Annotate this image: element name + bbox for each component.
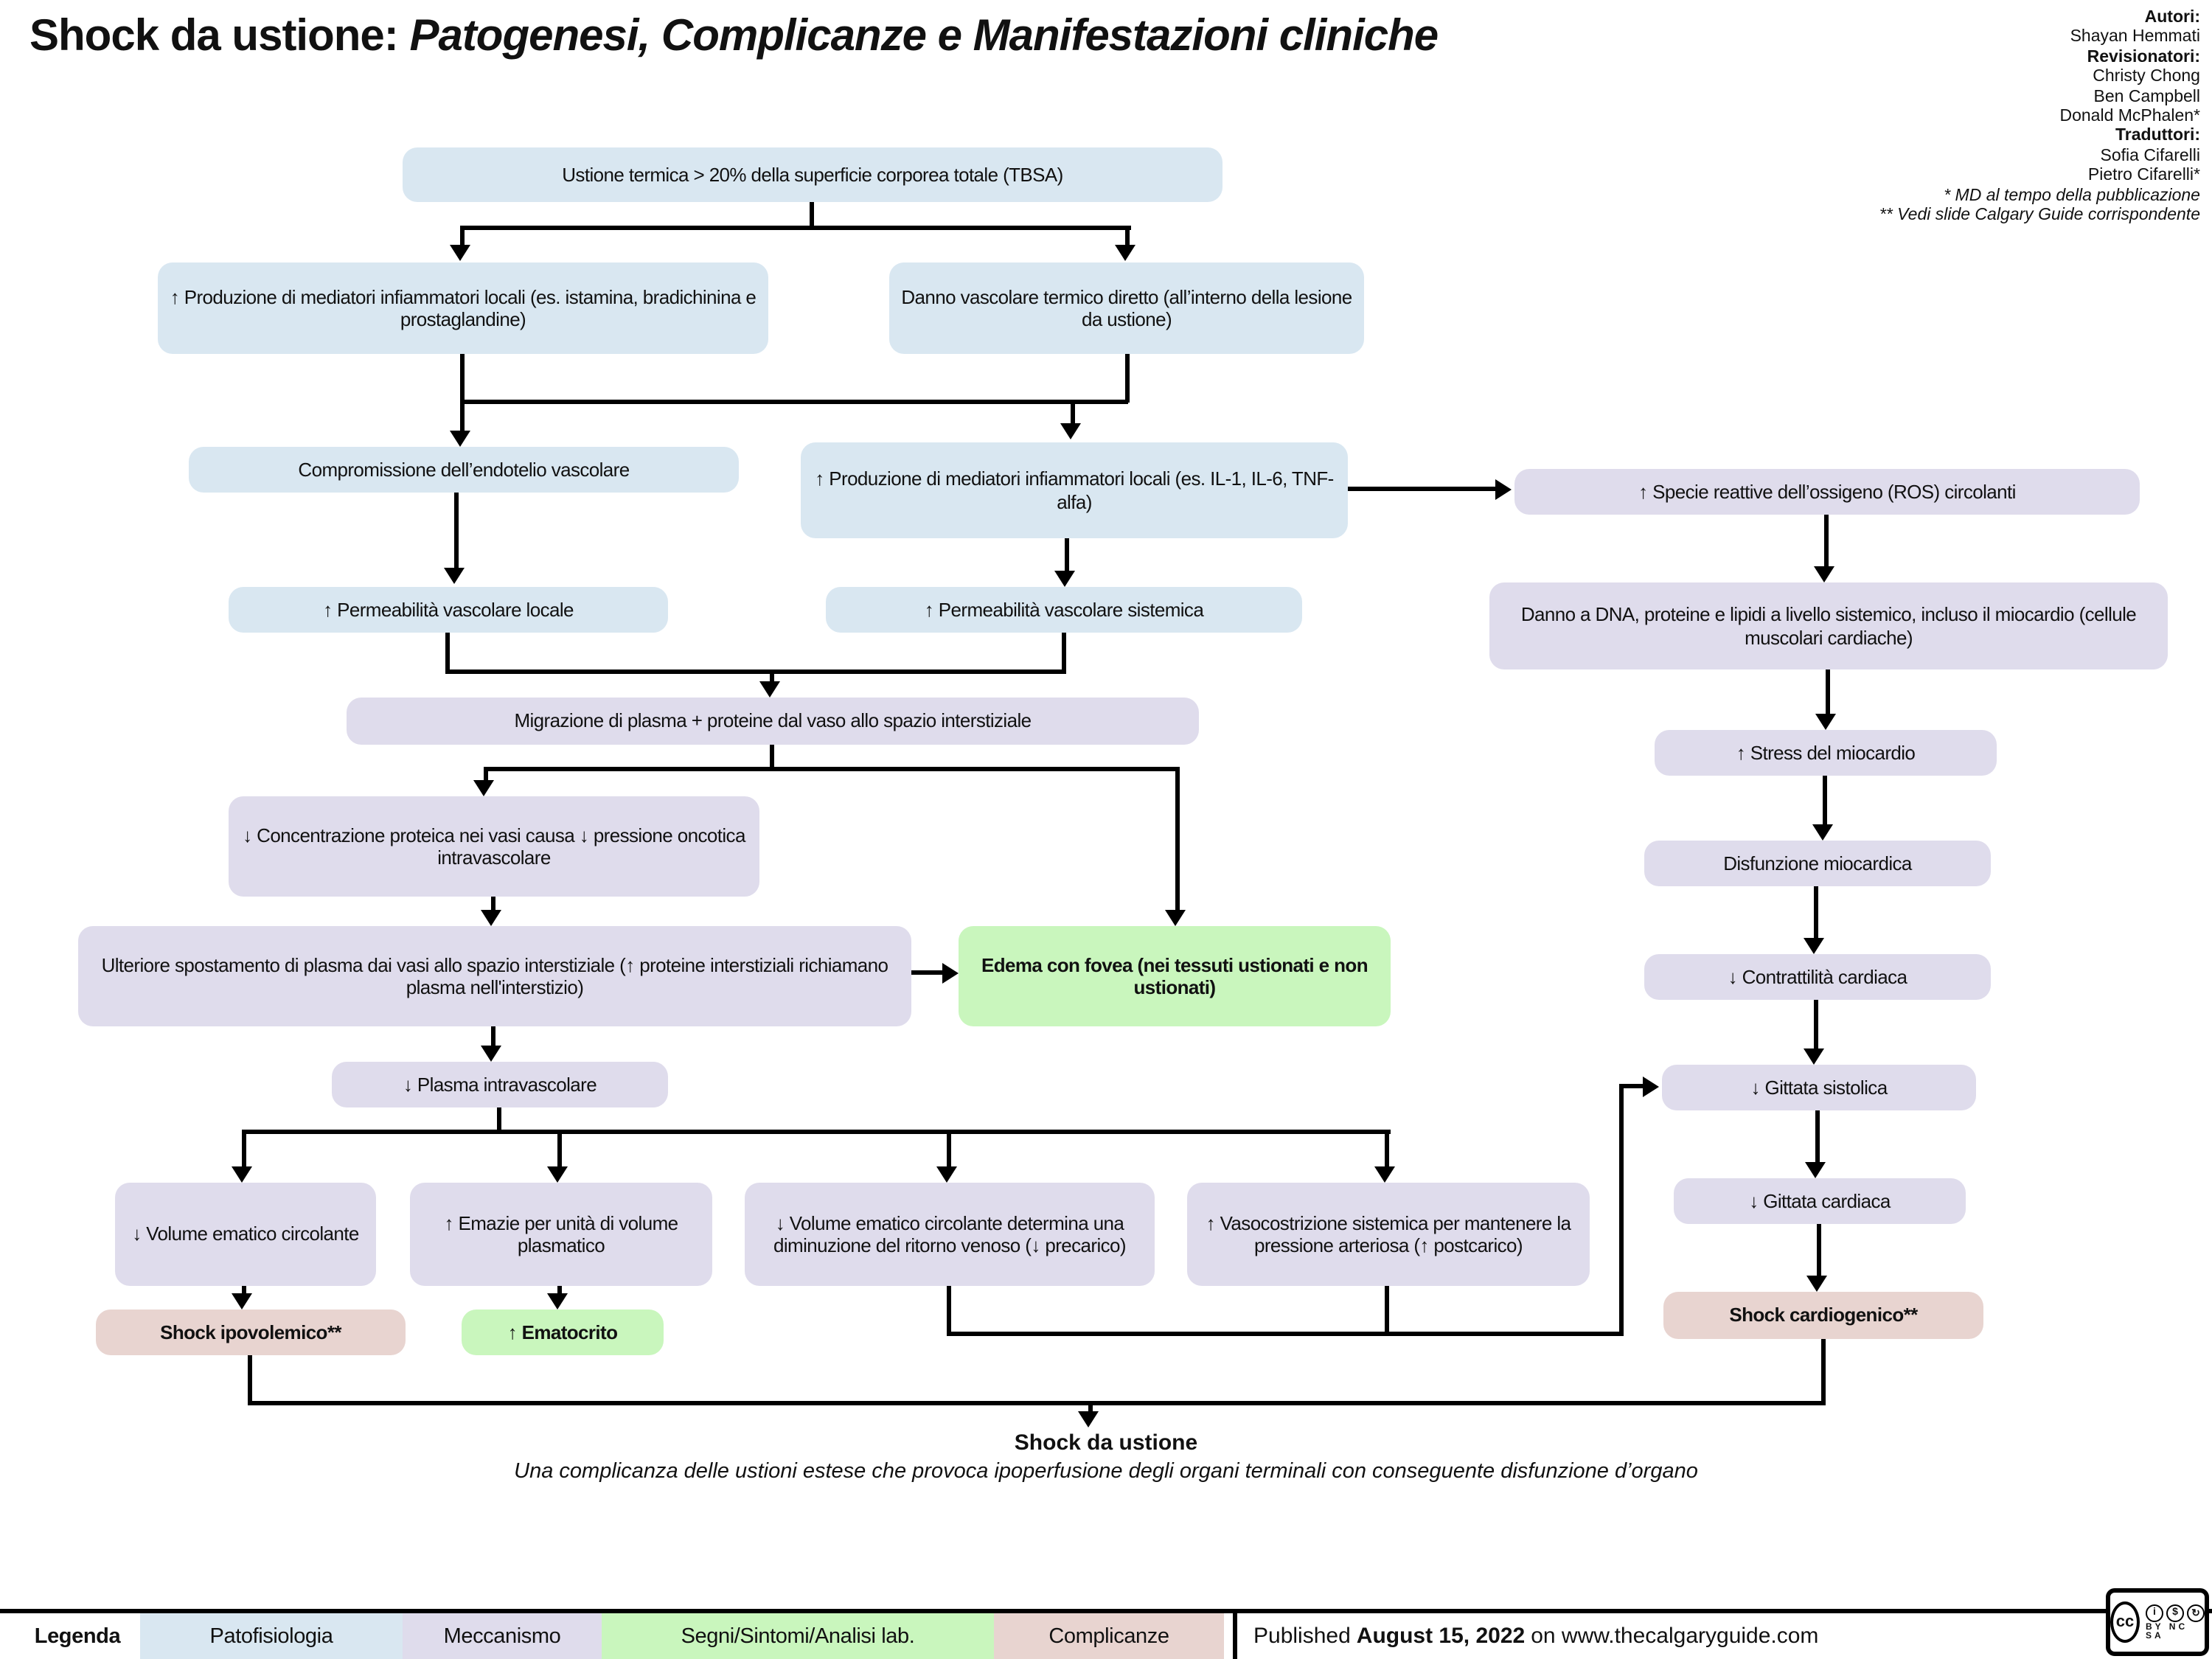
credits-authors-label: Autori:	[2144, 9, 2200, 27]
node-intravascular-plasma: ↓ Plasma intravascolare	[332, 1062, 668, 1107]
published-site: on www.thecalgaryguide.com	[1531, 1624, 1819, 1649]
arrowhead-down	[481, 910, 501, 926]
connector-line	[460, 400, 465, 434]
node-hematocrit: ↑ Ematocrito	[462, 1310, 664, 1355]
arrowhead-down	[1115, 245, 1135, 261]
node-systemic-permeability: ↑ Permeabilità vascolare sistemica	[826, 587, 1302, 633]
arrowhead-down	[1054, 571, 1075, 587]
cc-icon: cc	[2110, 1601, 2140, 1643]
arrowhead-down	[473, 780, 494, 796]
arrowhead-down	[1804, 938, 1824, 954]
conclusion-title: Shock da ustione	[1014, 1430, 1198, 1455]
connector-line	[947, 1130, 951, 1169]
credits-translator: Pietro Cifarelli*	[2087, 167, 2200, 185]
arrowhead-down	[232, 1166, 252, 1183]
node-local-permeability: ↑ Permeabilità vascolare locale	[229, 587, 668, 633]
connector-line	[1619, 1084, 1646, 1088]
node-local-mediators: ↑ Produzione di mediatori infiammatori locali (es. istamina, bradichinina e prostaglandine)	[158, 262, 768, 354]
connector-line	[911, 970, 947, 975]
published-line	[1253, 1613, 1818, 1659]
credits-note: * MD al tempo della pubblicazione	[1944, 187, 2200, 205]
node-stroke-volume: ↓ Gittata sistolica	[1662, 1065, 1976, 1110]
node-cardiogenic-shock: Shock cardiogenico**	[1663, 1292, 1983, 1339]
credits-reviewer: Donald McPhalen*	[2059, 108, 2200, 126]
connector-line	[1175, 767, 1180, 913]
arrowhead-down	[1812, 824, 1833, 841]
connector-line	[1385, 1130, 1389, 1169]
node-venous-return: ↓ Volume ematico circolante determina una diminuzione del ritorno venoso (↓ precarico)	[745, 1183, 1155, 1286]
connector-line	[454, 493, 459, 571]
connector-line	[242, 1130, 1391, 1134]
arrowhead-down	[759, 681, 780, 698]
node-plasma-migration: Migrazione di plasma + proteine dal vaso allo spazio interstiziale	[347, 698, 1199, 745]
arrowhead-right	[1495, 479, 1512, 500]
cc-by-icon: i	[2146, 1604, 2163, 1621]
cc-license-badge	[2106, 1588, 2209, 1656]
arrowhead-down	[444, 568, 465, 584]
node-cardiac-output: ↓ Gittata cardiaca	[1674, 1178, 1966, 1224]
node-circulating-blood-volume: ↓ Volume ematico circolante	[115, 1183, 376, 1286]
node-thermal-vascular-damage: Danno vascolare termico diretto (all’interno della lesione da ustione)	[889, 262, 1364, 354]
arrowhead-down	[547, 1166, 568, 1183]
node-myocardial-dysfunction: Disfunzione miocardica	[1644, 841, 1991, 886]
arrowhead-down	[936, 1166, 957, 1183]
credits-translator: Sofia Cifarelli	[2100, 147, 2200, 165]
legend-item-mechanism: Meccanismo	[403, 1613, 602, 1659]
node-myocardial-stress: ↑ Stress del miocardio	[1655, 730, 1997, 776]
node-oncotic-pressure: ↓ Concentrazione proteica nei vasi causa ↓ pressione oncotica intravascolare	[229, 796, 759, 897]
node-systemic-vasoconstriction: ↑ Vasocostrizione sistemica per mantenere la pressione arteriosa (↑ postcarico)	[1187, 1183, 1590, 1286]
connector-line	[460, 354, 465, 404]
connector-line	[460, 226, 1131, 230]
published-prefix: Published	[1253, 1624, 1351, 1649]
page-title-subtitle: Patogenesi, Complicanze e Manifestazioni cliniche	[409, 12, 1439, 60]
connector-line	[1821, 1339, 1826, 1405]
connector-line	[248, 1355, 252, 1405]
arrowhead-down	[1374, 1166, 1395, 1183]
connector-line	[497, 1107, 501, 1133]
conclusion-description: Una complicanza delle ustioni estese che provoca ipoperfusione degli organi terminali con conseguente disfunzione d’organo	[514, 1460, 1698, 1484]
cc-terms-label: BY NC SA	[2146, 1623, 2188, 1641]
arrowhead-down	[1806, 1276, 1827, 1292]
credits-reviewers-label: Revisionatori:	[2087, 48, 2200, 66]
node-il-mediators: ↑ Produzione di mediatori infiammatori locali (es. IL-1, IL-6, TNF-alfa)	[801, 442, 1348, 538]
arrowhead-down	[547, 1293, 568, 1310]
connector-line	[1385, 1286, 1389, 1336]
page-title-main: Shock da ustione:	[29, 12, 398, 60]
credits-reviewer: Ben Campbell	[2093, 88, 2200, 106]
cc-license-terms	[2146, 1604, 2205, 1641]
connector-line	[947, 1286, 951, 1336]
node-ros: ↑ Specie reattive dell’ossigeno (ROS) circolanti	[1514, 469, 2140, 515]
node-further-plasma-shift: Ulteriore spostamento di plasma dai vasi allo spazio interstiziale (↑ proteine interstiziali richiamano plasma nell'interstizio)	[78, 926, 911, 1026]
arrowhead-down	[1060, 423, 1081, 439]
legend-label: Legenda	[34, 1624, 121, 1648]
node-pitting-edema: Edema con fovea (nei tessuti ustionati e non ustionati)	[959, 926, 1391, 1026]
connector-line	[1815, 1110, 1820, 1166]
node-hypovolemic-shock: Shock ipovolemico**	[96, 1310, 406, 1355]
published-date: August 15, 2022	[1356, 1624, 1526, 1649]
arrowhead-down	[1078, 1411, 1099, 1427]
connector-line	[1826, 669, 1830, 718]
connector-line	[1062, 633, 1066, 672]
connector-line	[1817, 1224, 1821, 1280]
arrowhead-down	[481, 1046, 501, 1062]
credits-author: Shayan Hemmati	[2070, 28, 2200, 46]
connector-line	[1824, 515, 1829, 571]
connector-line	[484, 767, 1180, 771]
credits-note: ** Vedi slide Calgary Guide corrispondente	[1879, 206, 2200, 225]
connector-line	[947, 1332, 1624, 1336]
connector-line	[557, 1130, 562, 1169]
connector-line	[810, 202, 814, 229]
connector-line	[1071, 400, 1075, 426]
arrowhead-right	[1643, 1077, 1659, 1097]
node-dna-damage: Danno a DNA, proteine e lipidi a livello sistemico, incluso il miocardio (cellule muscolari cardiache)	[1489, 582, 2168, 669]
connector-line	[1348, 487, 1495, 491]
arrowhead-down	[1165, 910, 1186, 926]
connector-line	[1619, 1087, 1624, 1336]
credits-block	[1879, 9, 2200, 226]
connector-line	[1823, 776, 1827, 827]
credits-translators-label: Traduttori:	[2115, 127, 2200, 145]
legend-item-complications: Complicanze	[994, 1613, 1224, 1659]
cc-sa-icon: ↻	[2187, 1604, 2205, 1621]
connector-line	[460, 400, 1128, 404]
connector-line	[445, 633, 450, 674]
page-title	[29, 12, 1438, 62]
legend-item-signs-symptoms-labs: Segni/Sintomi/Analisi lab.	[602, 1613, 994, 1659]
node-rbc-per-plasma-volume: ↑ Emazie per unità di volume plasmatico	[410, 1183, 712, 1286]
arrowhead-right	[942, 963, 959, 984]
connector-line	[1065, 538, 1069, 574]
arrowhead-down	[1805, 1162, 1826, 1178]
legend-separator-line	[1233, 1613, 1237, 1659]
connector-line	[242, 1130, 246, 1169]
node-tbsa: Ustione termica > 20% della superficie corporea totale (TBSA)	[403, 147, 1222, 202]
cc-nc-icon: $	[2166, 1604, 2184, 1621]
arrowhead-down	[450, 245, 470, 261]
legend-item-pathophysiology: Patofisiologia	[140, 1613, 403, 1659]
arrowhead-down	[232, 1293, 252, 1310]
connector-line	[1125, 354, 1130, 403]
node-endothelium-compromise: Compromissione dell’endotelio vascolare	[189, 447, 739, 493]
conclusion-block	[0, 1430, 2212, 1484]
node-cardiac-contractility: ↓ Contrattilità cardiaca	[1644, 954, 1991, 1000]
connector-line	[248, 1401, 1826, 1405]
connector-line	[1814, 886, 1818, 942]
credits-reviewer: Christy Chong	[2093, 68, 2200, 86]
connector-line	[1814, 1000, 1818, 1053]
arrowhead-down	[1804, 1048, 1824, 1065]
arrowhead-down	[1814, 566, 1834, 582]
arrowhead-down	[1815, 714, 1836, 730]
connector-line	[445, 669, 1066, 674]
